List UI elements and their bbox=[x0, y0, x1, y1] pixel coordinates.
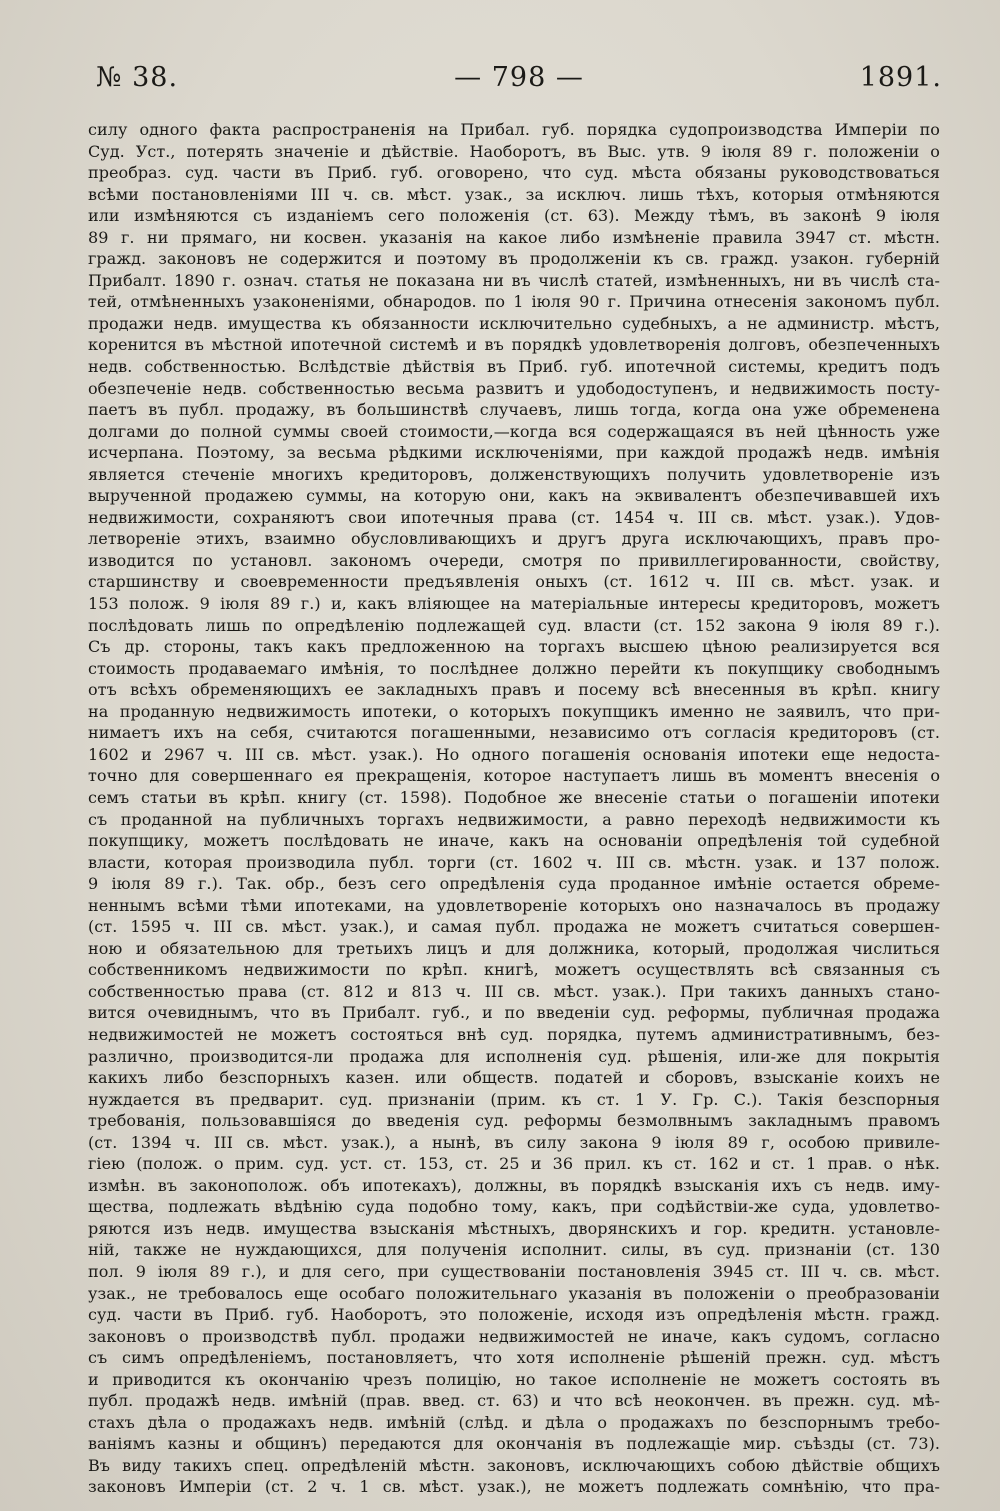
text-line: недвижимостей не можетъ состояться внѣ суд. порядка, путемъ административнымъ, без- bbox=[88, 1024, 940, 1044]
text-line: собственностью права (ст. 812 и 813 ч. III св. мѣст. узак.). При такихъ данныхъ стано- bbox=[88, 981, 940, 1001]
text-line: силу одного факта распространенія на Прибал. губ. порядка судопроизводства Имперіи по bbox=[88, 120, 940, 139]
text-line: вится очевиднымъ, что въ Прибалт. губ., и по введеніи суд. реформы, публичная продажа bbox=[88, 1003, 940, 1023]
text-line: послѣдовать лишь по опредѣленію подлежащей суд. власти (ст. 152 закона 9 іюля 89 г.). bbox=[88, 615, 940, 635]
text-line: 9 іюля 89 г.). Так. обр., безъ сего опредѣленія суда проданное имѣніе остается обреме- bbox=[88, 874, 940, 894]
text-line: стахъ дѣла о продажахъ недв. имѣній (слѣд. и дѣла о продажахъ по безспорнымъ требо- bbox=[88, 1412, 940, 1432]
text-line: съ симъ опредѣленіемъ, постановляетъ, что хотя исполненіе рѣшеній прежн. суд. мѣстъ bbox=[88, 1348, 940, 1368]
text-line: законовъ Имперіи (ст. 2 ч. 1 св. мѣст. узак.), не можетъ подлежать сомнѣнію, что пра- bbox=[88, 1477, 940, 1497]
text-line: 89 г. ни прямаго, ни косвен. указанія на какое либо измѣненіе правила 3947 ст. мѣстн. bbox=[88, 227, 940, 247]
text-line: преобраз. суд. части въ Приб. губ. оговорено, что суд. мѣста обязаны руководствоваться bbox=[88, 163, 940, 183]
text-line: неннымъ всѣми тѣми ипотеками, на удовлетвореніе которыхъ оно назначалось въ продажу bbox=[88, 895, 940, 915]
text-line: 153 полож. 9 іюля 89 г.) и, какъ вліяющее на матеріальные интересы кредиторовъ, можетъ bbox=[88, 594, 940, 614]
text-line: является стеченіе многихъ кредиторовъ, долженствующихъ получить удовлетвореніе изъ bbox=[88, 464, 940, 484]
text-line: пол. 9 іюля 89 г.), и для сего, при существованіи постановленія 3945 ст. III ч. св. мѣст. bbox=[88, 1261, 940, 1281]
text-line: Въ виду такихъ спец. опредѣленій мѣстн. законовъ, исключающихъ собою дѣйствіе общихъ bbox=[88, 1455, 940, 1475]
page-header bbox=[96, 62, 942, 102]
text-line: ваніямъ казны и общинъ) передаются для окончанія въ подлежащіе мир. съѣзды (ст. 73). bbox=[88, 1434, 940, 1454]
text-line: ній, также не нуждающихся, для полученія исполнит. силы, въ суд. признаніи (ст. 130 bbox=[88, 1240, 940, 1260]
year: 1891. bbox=[859, 62, 942, 93]
text-line: публ. продажѣ недв. имѣній (прав. введ. ст. 63) и что всѣ неокончен. въ прежн. суд. мѣ- bbox=[88, 1391, 940, 1411]
text-line: гіею (полож. о прим. суд. уст. ст. 153, ст. 25 и 36 прил. къ ст. 162 и ст. 1 прав. о нѣк. bbox=[88, 1154, 940, 1174]
text-line: на проданную недвижимость ипотеки, о которыхъ покупщикъ именно не заявилъ, что при- bbox=[88, 701, 940, 721]
text-line: нуждается въ предварит. суд. признаніи (прим. къ ст. 1 У. Гр. С.). Такія безспорныя bbox=[88, 1089, 940, 1109]
text-line: вырученной продажею суммы, на которую они, какъ на эквивалентъ обезпечивавшей ихъ bbox=[88, 486, 940, 506]
text-line: какихъ либо безспорныхъ казен. или обществ. податей и сборовъ, взысканіе коихъ не bbox=[88, 1068, 940, 1088]
text-line: коренится въ мѣстной ипотечной системѣ и въ порядкѣ удовлетворенія долговъ, обезпеченныхъ bbox=[88, 335, 940, 355]
text-line: собственникомъ недвижимости по крѣп. книгѣ, можетъ осуществлять всѣ связанныя съ bbox=[88, 960, 940, 980]
text-line: паетъ въ публ. продажу, въ большинствѣ случаевъ, лишь тогда, когда она уже обременена bbox=[88, 400, 940, 420]
text-line: (ст. 1595 ч. III св. мѣст. узак.), и самая публ. продажа не можетъ считаться совершен- bbox=[88, 917, 940, 937]
text-line: различно, производится-ли продажа для исполненія суд. рѣшенія, или-же для покрытія bbox=[88, 1046, 940, 1066]
issue-number: № 38. bbox=[96, 62, 179, 93]
text-line: стоимость продаваемаго имѣнія, то послѣднее должно перейти къ покупщику свободнымъ bbox=[88, 658, 940, 678]
text-line: Съ др. стороны, такъ какъ предложенною на торгахъ высшею цѣною реализируется вся bbox=[88, 637, 940, 657]
text-line: гражд. законовъ не содержится и поэтому въ продолженіи къ св. гражд. узакон. губерній bbox=[88, 249, 940, 269]
text-line: (ст. 1394 ч. III св. мѣст. узак.), а нынѣ, въ силу закона 9 іюля 89 г, особою привиле- bbox=[88, 1132, 940, 1152]
text-line: отъ всѣхъ обременяющихъ ее закладныхъ правъ и посему всѣ внесенныя въ крѣп. книгу bbox=[88, 680, 940, 700]
text-line: обезпеченіе недв. собственностью весьма развитъ и удободоступенъ, и недвижимость посту- bbox=[88, 378, 940, 398]
text-line: измѣн. въ законополож. объ ипотекахъ), должны, въ порядкѣ взысканія ихъ съ недв. иму- bbox=[88, 1175, 940, 1195]
text-line: недв. собственностью. Вслѣдствіе дѣйствія въ Приб. губ. ипотечной системы, кредитъ подъ bbox=[88, 357, 940, 377]
text-line: тей, отмѣненныхъ узаконеніями, обнародов. по 1 іюля 90 г. Причина отнесенія закономъ публ. bbox=[88, 292, 940, 312]
text-line: и приводится къ окончанію чрезъ полицію, но такое исполненіе не можетъ состоять въ bbox=[88, 1369, 940, 1389]
text-line: исчерпана. Поэтому, за весьма рѣдкими исключеніями, при каждой продажѣ недв. имѣнія bbox=[88, 443, 940, 463]
page-number: — 798 — bbox=[454, 62, 584, 93]
text-line: долгами до полной суммы своей стоимости,—когда вся содержащаяся въ ней цѣнность уже bbox=[88, 421, 940, 441]
text-line: летвореніе этихъ, взаимно обусловливающихъ и другъ друга исключающихъ, правъ про- bbox=[88, 529, 940, 549]
text-line: узак., не требовалось еще особаго положительнаго указанія въ положеніи о преобразованіи bbox=[88, 1283, 940, 1303]
text-line: суд. части въ Приб. губ. Наоборотъ, это положеніе, исходя изъ опредѣленія мѣстн. гражд. bbox=[88, 1305, 940, 1325]
text-line: Прибалт. 1890 г. означ. статья не показана ни въ числѣ статей, измѣненныхъ, ни въ числѣ ста- bbox=[88, 270, 940, 290]
text-line: 1602 и 2967 ч. III св. мѣст. узак.). Но одного погашенія основанія ипотеки еще недоста- bbox=[88, 744, 940, 764]
text-line: ряются изъ недв. имущества взысканія мѣстныхъ, дворянскихъ и гор. кредитн. установле- bbox=[88, 1218, 940, 1238]
text-line: нимаетъ ихъ на себя, считаются погашенными, независимо отъ согласія кредиторовъ (ст. bbox=[88, 723, 940, 743]
text-line: или измѣняются съ изданіемъ сего положенія (ст. 63). Между тѣмъ, въ законѣ 9 іюля bbox=[88, 206, 940, 226]
text-line: точно для совершеннаго ея прекращенія, которое наступаетъ лишь въ моментъ внесенія о bbox=[88, 766, 940, 786]
text-line: продажи недв. имущества къ обязанности исключительно судебныхъ, а не администр. мѣстъ, bbox=[88, 313, 940, 333]
text-line: требованія, пользовавшіяся до введенія суд. реформы безмолвнымъ закладнымъ правомъ bbox=[88, 1111, 940, 1131]
text-line: ною и обязательною для третьихъ лицъ и для должника, который, продолжая числиться bbox=[88, 938, 940, 958]
text-line: старшинству и своевременности предъявленія оныхъ (ст. 1612 ч. III св. мѣст. узак. и bbox=[88, 572, 940, 592]
text-line: всѣми постановленіями III ч. св. мѣст. узак., за исключ. лишь тѣхъ, которыя отмѣняются bbox=[88, 184, 940, 204]
text-line: изводится по установл. закономъ очереди, смотря по привиллегированности, свойству, bbox=[88, 550, 940, 570]
text-line: съ проданной на публичныхъ торгахъ недвижимости, а равно переходѣ недвижимости къ bbox=[88, 809, 940, 829]
text-line: покупщику, можетъ послѣдовать не иначе, какъ на основаніи опредѣленія той судебной bbox=[88, 831, 940, 851]
text-line: недвижимости, сохраняютъ свои ипотечныя права (ст. 1454 ч. III св. мѣст. узак.). Удов- bbox=[88, 507, 940, 527]
text-line: щества, подлежать вѣдѣнію суда подобно тому, какъ, при содѣйствіи-же суда, удовлетво- bbox=[88, 1197, 940, 1217]
text-line: власти, которая производила публ. торги (ст. 1602 ч. III св. мѣстн. узак. и 137 полож. bbox=[88, 852, 940, 872]
text-line: семъ статьи въ крѣп. книгу (ст. 1598). Подобное же внесеніе статьи о погашеніи ипотеки bbox=[88, 787, 940, 807]
text-line: законовъ о производствѣ публ. продажи недвижимостей не иначе, какъ судомъ, согласно bbox=[88, 1326, 940, 1346]
text-line: Суд. Уст., потерять значеніе и дѣйствіе. Наоборотъ, въ Выс. утв. 9 іюля 89 г. положеніи о bbox=[88, 141, 940, 161]
body-text bbox=[88, 119, 940, 1498]
